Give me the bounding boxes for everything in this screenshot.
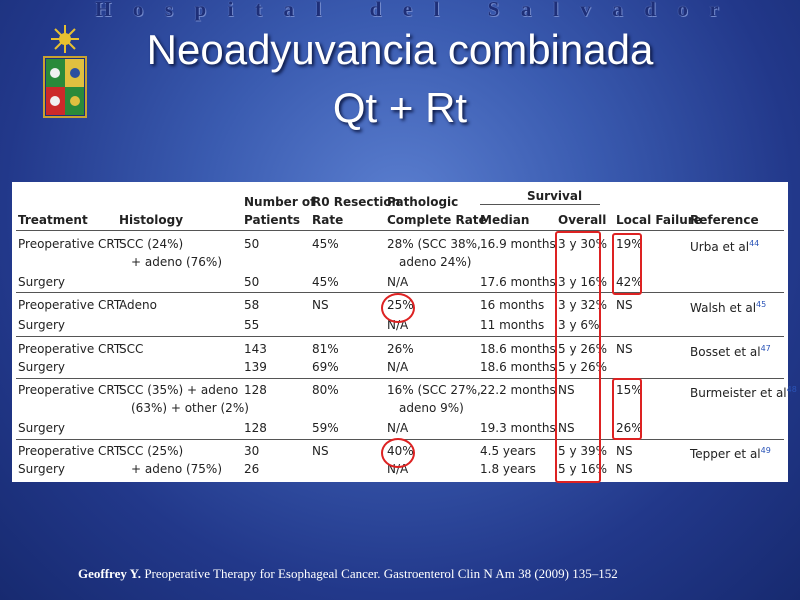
table-cell: Bosset et $al^{47}$ [690, 344, 771, 359]
overall-survival-highlight [555, 231, 601, 483]
col-reference: Reference [690, 213, 759, 227]
table-cell: Preoperative CRT [18, 237, 122, 251]
col-histology: Histology [119, 213, 184, 227]
table-cell: Surgery [18, 360, 65, 374]
col-median: Median [480, 213, 530, 227]
table-cell: N/A [387, 318, 409, 332]
table-cell: Walsh et $al^{45}$ [690, 300, 767, 315]
table-cell: 139 [244, 360, 267, 374]
table-cell: Surgery [18, 421, 65, 435]
table-cell: 128 [244, 421, 267, 435]
table-cell: Preoperative CRT [18, 444, 122, 458]
table-cell: NS [616, 342, 633, 356]
table-cell: 5 y 26% [558, 342, 608, 356]
table-cell: 45% [312, 237, 339, 251]
table-cell: SCC (35%) + adeno [119, 383, 239, 397]
col-treatment: Treatment [18, 213, 88, 227]
table-cell: 28% (SCC 38%, [387, 237, 481, 251]
table-cell: 18.6 months [480, 342, 556, 356]
table-cell: 16.9 months [480, 237, 556, 251]
survival-header: Survival [527, 189, 583, 203]
table-cell: 26% [616, 421, 643, 435]
table-cell: SCC (25%) [119, 444, 184, 458]
table-cell: 26 [244, 462, 260, 476]
table-cell: 11 months [480, 318, 545, 332]
table-cell: N/A [387, 421, 409, 435]
local-failure-highlight-2 [612, 378, 642, 440]
table-cell: NS [558, 421, 575, 435]
path-rate-circle-1 [381, 293, 415, 323]
table-cell: 69% [312, 360, 339, 374]
col-local: Local Failure [616, 213, 702, 227]
data-table [12, 182, 797, 482]
table-cell: 55 [244, 318, 260, 332]
col-patients: Number of [244, 195, 316, 209]
table-cell: Surgery [18, 275, 65, 289]
table-cell: Preoperative CRT [18, 298, 122, 312]
table-cell: 17.6 months [480, 275, 556, 289]
table-cell: 3 y 32% [558, 298, 608, 312]
table-cell: Burmeister et $al^{48}$ [690, 385, 797, 400]
col-patients-2: Patients [244, 213, 300, 227]
table-cell: Preoperative CRT [18, 383, 122, 397]
table-cell: Tepper et $al^{49}$ [690, 446, 771, 461]
table-cell: 5 y 26% [558, 360, 608, 374]
table-cell: 26% [387, 342, 414, 356]
citation: Geoffrey Y. Preoperative Therapy for Esophageal Cancer. Gastroenterol Clin N Am 38 (2009) 135–152 [78, 566, 618, 581]
local-failure-highlight-1 [612, 233, 642, 295]
table-cell: 128 [244, 383, 267, 397]
table-cell: SCC (24%) [119, 237, 184, 251]
table-cell: SCC [119, 342, 144, 356]
table-cell: NS [616, 444, 633, 458]
table-cell: 25% [387, 298, 414, 312]
table-cell: 58 [244, 298, 260, 312]
table-cell: 50 [244, 237, 260, 251]
table-cell: 16% (SCC 27%, [387, 383, 481, 397]
table-cell: 16 months [480, 298, 545, 312]
hospital-banner: Hospital del Salvador [95, 0, 741, 21]
table-cell: adeno 9%) [399, 401, 464, 415]
table-cell: 80% [312, 383, 339, 397]
table-cell: 50 [244, 275, 260, 289]
table-cell: Preoperative CRT [18, 342, 122, 356]
slide-title-line2: Qt + Rt [332, 84, 468, 131]
col-r0: R0 Resection [312, 195, 401, 209]
table-cell: 19.3 months [480, 421, 556, 435]
table-cell: (63%) + other (2%) [131, 401, 249, 415]
table-cell: 3 y 30% [558, 237, 608, 251]
table-cell: NS [312, 298, 329, 312]
table-cell: NS [616, 462, 633, 476]
table-cell: + adeno (75%) [131, 462, 223, 476]
path-rate-circle-2 [381, 438, 415, 468]
table-cell: 143 [244, 342, 267, 356]
table-cell: Surgery [18, 318, 65, 332]
col-r0-2: Rate [312, 213, 344, 227]
table-cell: 22.2 months [480, 383, 556, 397]
table-cell: NS [558, 383, 575, 397]
table-cell: 1.8 years [480, 462, 536, 476]
table-cell: NS [312, 444, 329, 458]
table-cell: + adeno (76%) [131, 255, 223, 269]
table-cell: NS [616, 298, 633, 312]
table-cell: 4.5 years [480, 444, 536, 458]
table-cell: 59% [312, 421, 339, 435]
table-cell: 40% [387, 444, 414, 458]
table-cell: 18.6 months [480, 360, 556, 374]
table-cell: N/A [387, 462, 409, 476]
col-path: Pathologic [387, 195, 459, 209]
table-cell: Adeno [119, 298, 157, 312]
table-cell: 45% [312, 275, 339, 289]
table-cell: 42% [616, 275, 643, 289]
table-cell: adeno 24%) [399, 255, 472, 269]
table-cell: N/A [387, 360, 409, 374]
col-overall: Overall [558, 213, 607, 227]
table-cell: 81% [312, 342, 339, 356]
table-cell: 3 y 6% [558, 318, 600, 332]
table-cell: N/A [387, 275, 409, 289]
col-path-2: Complete Rate [387, 213, 487, 227]
table-cell: Surgery [18, 462, 65, 476]
slide-title-line1: Neoadyuvancia combinada [146, 26, 654, 73]
table-cell: 3 y 16% [558, 275, 608, 289]
table-cell: 5 y 16% [558, 462, 608, 476]
table-cell: 19% [616, 237, 643, 251]
table-cell: 30 [244, 444, 260, 458]
table-cell: Urba et $al^{44}$ [690, 239, 760, 254]
table-cell: 15% [616, 383, 643, 397]
table-cell: 5 y 39% [558, 444, 608, 458]
